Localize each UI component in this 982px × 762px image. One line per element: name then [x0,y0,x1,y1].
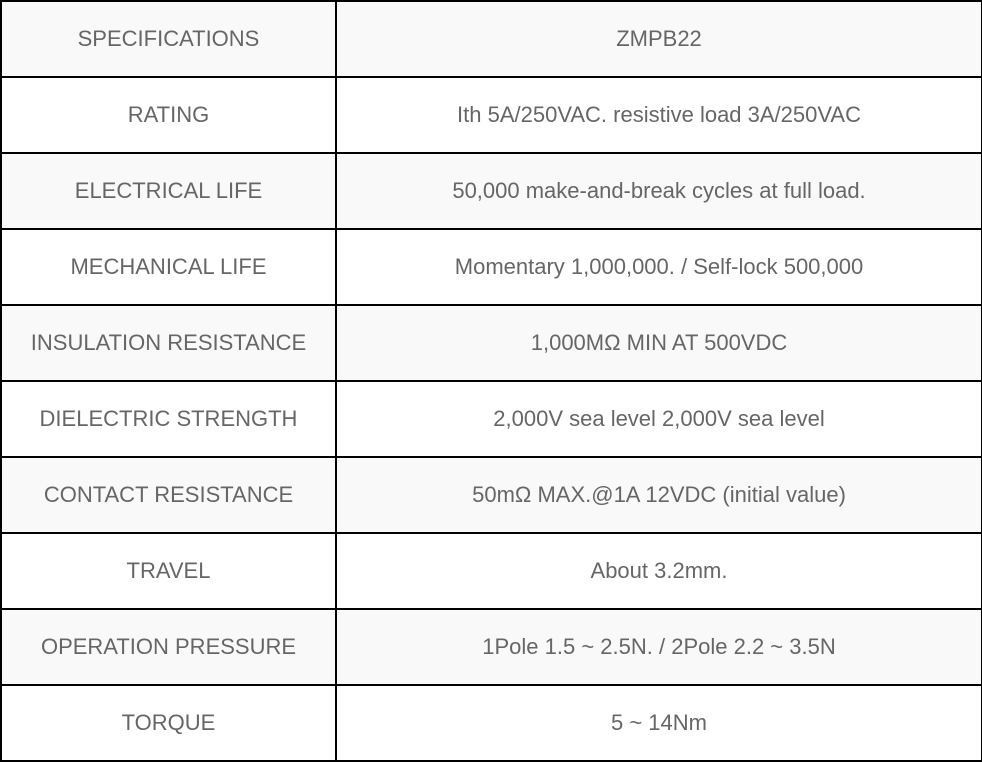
spec-value: About 3.2mm. [336,533,982,609]
spec-label: MECHANICAL LIFE [1,229,336,305]
spec-value: 5 ~ 14Nm [336,685,982,761]
spec-label: TRAVEL [1,533,336,609]
spec-value: 1Pole 1.5 ~ 2.5N. / 2Pole 2.2 ~ 3.5N [336,609,982,685]
spec-value: 50,000 make-and-break cycles at full load. [336,153,982,229]
spec-value: 2,000V sea level 2,000V sea level [336,381,982,457]
spec-value: 1,000MΩ MIN AT 500VDC [336,305,982,381]
spec-value: 50mΩ MAX.@1A 12VDC (initial value) [336,457,982,533]
table-row [1,457,982,533]
table-row [1,685,982,761]
table-row [1,1,982,77]
spec-value: ZMPB22 [336,1,982,77]
spec-value: Momentary 1,000,000. / Self-lock 500,000 [336,229,982,305]
table-row [1,77,982,153]
table-row [1,381,982,457]
spec-label: DIELECTRIC STRENGTH [1,381,336,457]
table-row [1,533,982,609]
spec-label: TORQUE [1,685,336,761]
spec-label: RATING [1,77,336,153]
spec-label: SPECIFICATIONS [1,1,336,77]
spec-label: ELECTRICAL LIFE [1,153,336,229]
table-row [1,229,982,305]
spec-value: Ith 5A/250VAC. resistive load 3A/250VAC [336,77,982,153]
table-row [1,305,982,381]
spec-label: OPERATION PRESSURE [1,609,336,685]
spec-label: CONTACT RESISTANCE [1,457,336,533]
table-row [1,609,982,685]
table-row [1,153,982,229]
spec-label: INSULATION RESISTANCE [1,305,336,381]
